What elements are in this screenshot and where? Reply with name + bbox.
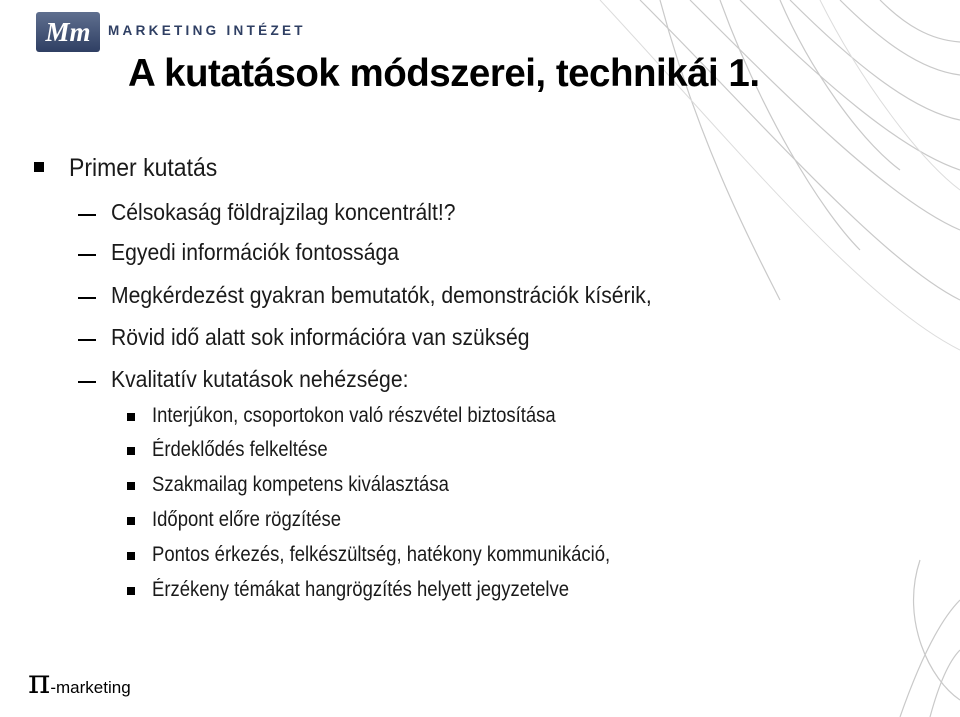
logo-text: MARKETING INTÉZET xyxy=(108,23,306,38)
sub-list-item: Érdeklődés felkeltése xyxy=(152,438,328,461)
footer-text: -marketing xyxy=(50,678,131,697)
list-item: Célsokaság földrajzilag koncentrált!? xyxy=(111,199,456,225)
sub-list-item: Időpont előre rögzítése xyxy=(152,508,342,531)
slide-title: A kutatások módszerei, technikái 1. xyxy=(128,52,760,95)
sub-list-item: Interjúkon, csoportokon való részvétel biztosítása xyxy=(152,404,556,427)
sub-list-item: Pontos érkezés, felkészültség, hatékony kommunikáció, xyxy=(152,543,611,566)
bullet-square-icon xyxy=(34,162,44,172)
sub-list-item: Szakmailag kompetens kiválasztása xyxy=(152,473,449,496)
bullet-square-icon xyxy=(127,552,135,560)
dash-icon xyxy=(78,254,96,256)
logo xyxy=(36,12,306,52)
dash-icon xyxy=(78,297,96,299)
dash-icon xyxy=(78,339,96,341)
list-item: Egyedi információk fontossága xyxy=(111,239,400,265)
bullet-square-icon xyxy=(127,587,135,595)
bullet-square-icon xyxy=(127,482,135,490)
bullet-square-icon xyxy=(127,413,135,421)
list-item: Rövid idő alatt sok információra van szükség xyxy=(111,324,530,350)
dash-icon xyxy=(78,214,96,216)
list-item: Kvalitatív kutatások nehézsége: xyxy=(111,366,409,392)
bullet-square-icon xyxy=(127,447,135,455)
section-label: Primer kutatás xyxy=(69,154,218,182)
logo-mark: Mm xyxy=(36,12,100,52)
bullet-square-icon xyxy=(127,517,135,525)
pi-icon: π xyxy=(28,662,51,702)
sub-list-item: Érzékeny témákat hangrögzítés helyett jegyzetelve xyxy=(152,578,570,601)
dash-icon xyxy=(78,381,96,383)
footer-brand xyxy=(28,662,131,702)
list-item: Megkérdezést gyakran bemutatók, demonstrációk kísérik, xyxy=(111,282,652,308)
